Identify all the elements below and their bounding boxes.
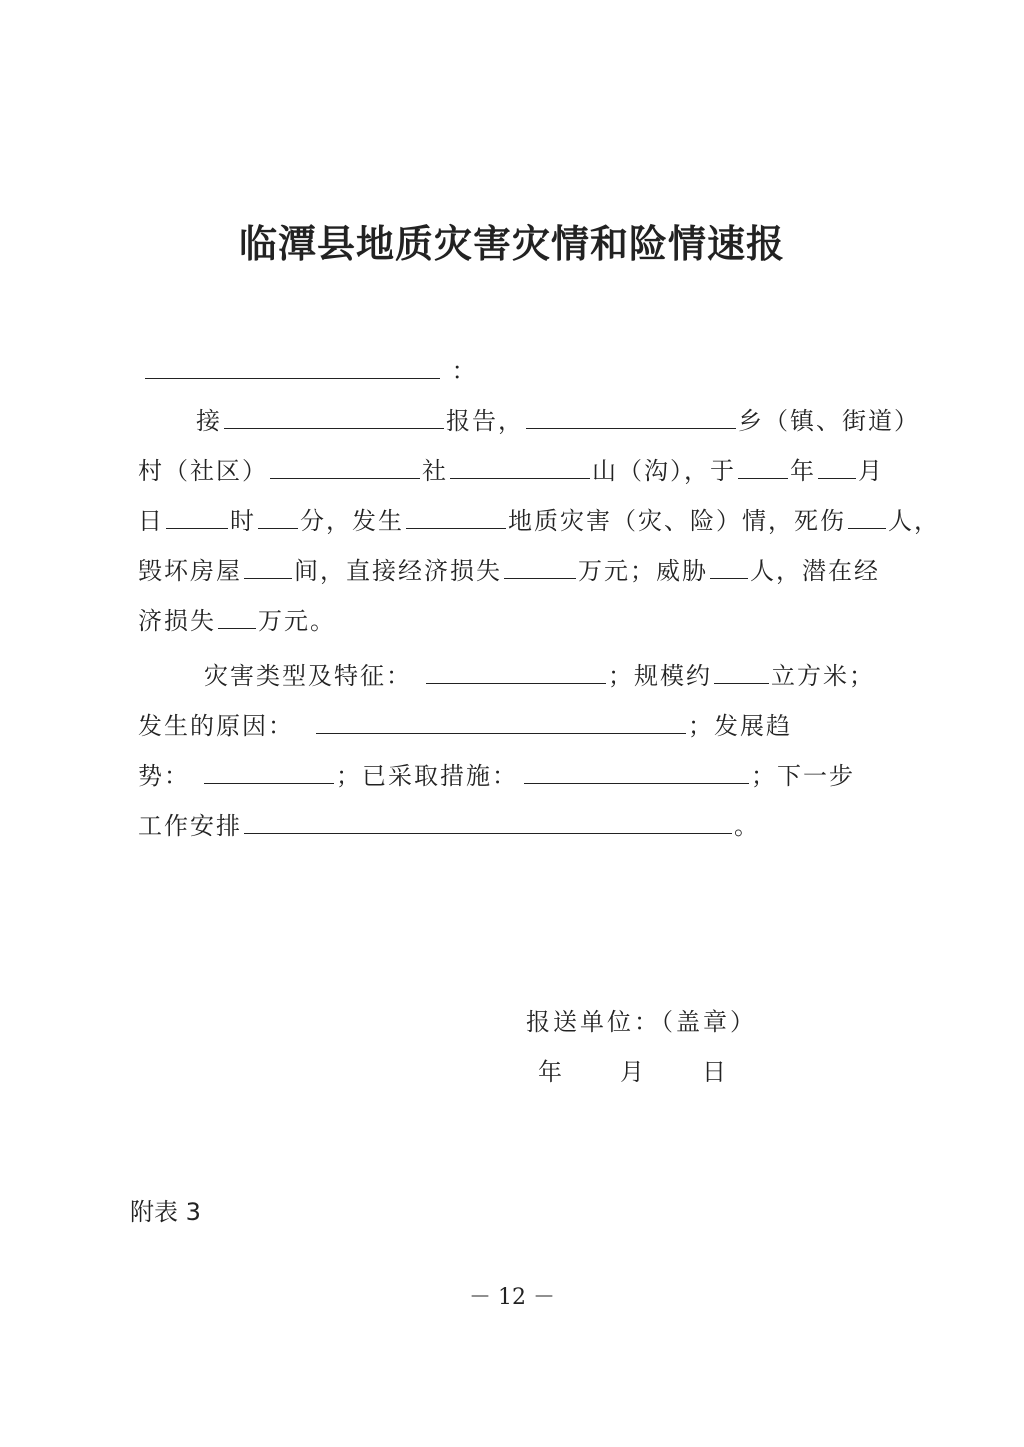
text-potential-loss: 济损失 (138, 607, 216, 635)
work-plan-blank[interactable] (244, 805, 732, 834)
features-blank[interactable] (426, 655, 606, 684)
text-cause: 发生的原因： (138, 712, 294, 740)
threatened-blank[interactable] (710, 550, 748, 579)
page-number: － 12 － (469, 1285, 555, 1310)
date-month: 月 (620, 1058, 647, 1086)
text-direct-loss: 间，直接经济损失 (294, 557, 502, 585)
feature-line-2 (138, 705, 792, 745)
text-month: 月 (858, 457, 884, 485)
report-line-2 (138, 450, 884, 490)
township-blank[interactable] (526, 400, 736, 429)
date-year: 年 (538, 1058, 565, 1086)
hour-blank[interactable] (258, 500, 298, 529)
text-day: 日 (138, 507, 164, 535)
report-line-4 (138, 550, 880, 590)
hazard-type-blank[interactable] (406, 500, 506, 529)
text-next-step: ；下一步 (751, 762, 855, 790)
trend-blank[interactable] (204, 755, 334, 784)
month-blank[interactable] (818, 450, 856, 479)
document-title: 临潭县地质灾害灾情和险情速报 (238, 221, 785, 266)
text-hazard-features: 灾害类型及特征： (204, 662, 412, 690)
scale-blank[interactable] (714, 655, 769, 684)
houses-blank[interactable] (244, 550, 292, 579)
feature-line-4 (138, 805, 760, 845)
reporter-blank[interactable] (224, 400, 444, 429)
text-houses: 毁坏房屋 (138, 557, 242, 585)
measures-blank[interactable] (524, 755, 749, 784)
text-work-plan: 工作安排 (138, 812, 242, 840)
text-potential: 人，潜在经 (750, 557, 880, 585)
feature-line-1 (204, 655, 875, 695)
salutation-line (143, 350, 478, 390)
text-township: 乡（镇、街道） (738, 407, 920, 435)
report-line-5 (138, 600, 336, 640)
text-cubic-meters: 立方米； (771, 662, 875, 690)
text-village: 村（社区） (138, 457, 268, 485)
text-hazard: 地质灾害（灾、险）情，死伤 (508, 507, 846, 535)
text-scale: ；规模约 (608, 662, 712, 690)
potential-loss-blank[interactable] (218, 600, 256, 629)
text-received: 接 (196, 407, 222, 435)
text-year: 年 (790, 457, 816, 485)
village-blank[interactable] (270, 450, 420, 479)
cause-blank[interactable] (316, 705, 686, 734)
report-line-1 (196, 400, 920, 440)
day-blank[interactable] (166, 500, 228, 529)
text-report: 报告， (446, 407, 524, 435)
text-hour: 时 (230, 507, 256, 535)
text-trend: ；发展趋 (688, 712, 792, 740)
feature-line-3 (138, 755, 855, 795)
text-wan-yuan: 万元。 (258, 607, 336, 635)
date-day: 日 (702, 1058, 729, 1086)
addressee-blank[interactable] (145, 350, 440, 379)
year-blank[interactable] (738, 450, 788, 479)
text-community: 社 (422, 457, 448, 485)
salutation-colon: ： (451, 357, 478, 385)
appendix-label: 附表 3 (130, 1198, 201, 1226)
text-measures: ；已采取措施： (336, 762, 518, 790)
text-mountain: 山（沟），于 (592, 457, 736, 485)
report-line-3 (138, 500, 940, 540)
text-period: 。 (734, 812, 760, 840)
text-minute: 分，发生 (300, 507, 404, 535)
casualties-blank[interactable] (848, 500, 886, 529)
reporting-unit: 报送单位：（盖章） (526, 1008, 757, 1036)
community-blank[interactable] (450, 450, 590, 479)
text-people: 人， (888, 507, 940, 535)
direct-loss-blank[interactable] (504, 550, 576, 579)
text-trend-end: 势： (138, 762, 190, 790)
text-threat: 万元；威胁 (578, 557, 708, 585)
